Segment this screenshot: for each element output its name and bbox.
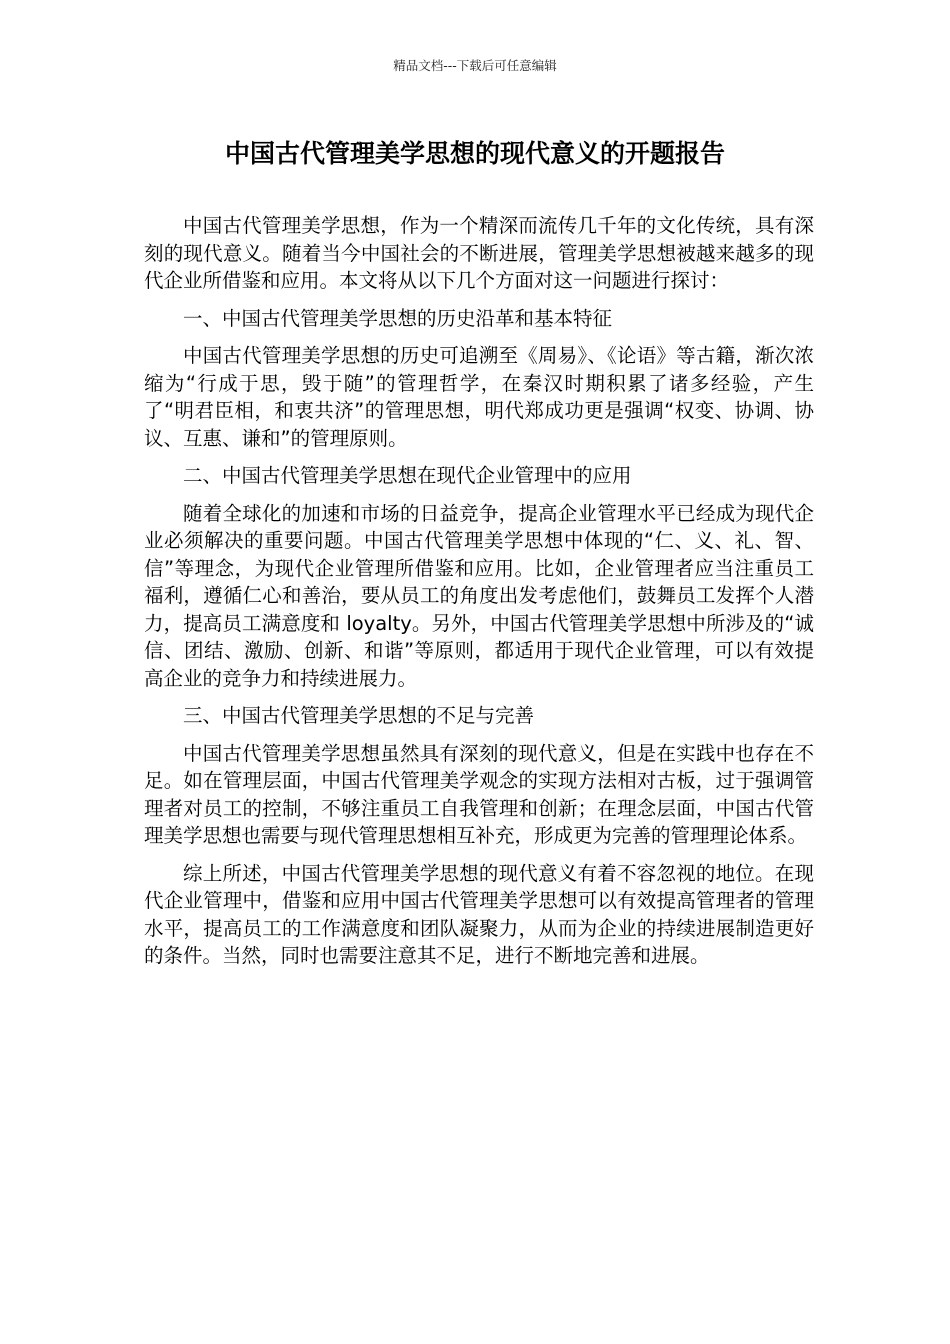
section-heading-2: 二、中国古代管理美学思想在现代企业管理中的应用	[183, 464, 632, 487]
document-body	[144, 212, 814, 970]
section-paragraph-2: 随着全球化的加速和市场的日益竞争，提高企业管理水平已经成为现代企业必须解决的重要问题。中国古代管理美学思想中体现的“仁、义、礼、智、信”等理念，为现代企业管理所借鉴和应用。比如，企业管理者应当注重员工福利，遵循仁心和善治，要从员工的角度出发考虑他们，鼓舞员工发挥个人潜力，提高员工满意度和 loyalty。另外，中国古代管理美学思想中所涉及的“诚信、团结、激励、创新、和谐”等原则，都适用于现代企业管理，可以有效提高企业的竞争力和持续进展力。	[144, 501, 814, 690]
section-heading-1: 一、中国古代管理美学思想的历史沿革和基本特征	[183, 306, 613, 330]
intro-paragraph: 中国古代管理美学思想，作为一个精深而流传几千年的文化传统，具有深刻的现代意义。随着当今中国社会的不断进展，管理美学思想被越来越多的现代企业所借鉴和应用。本文将从以下几个方面对这一问题进行探讨：	[144, 214, 814, 292]
conclusion-paragraph: 综上所述，中国古代管理美学思想的现代意义有着不容忽视的地位。在现代企业管理中，借鉴和应用中国古代管理美学思想可以有效提高管理者的管理水平，提高员工的工作满意度和团队凝聚力，从而为企业的持续进展制造更好的条件。当然，同时也需要注意其不足，进行不断地完善和进展。	[144, 861, 814, 967]
section-paragraph-1: 中国古代管理美学思想的历史可追溯至《周易》、《论语》等古籍，渐次浓缩为“行成于思，毁于随”的管理哲学，在秦汉时期积累了诸多经验，产生了“明君臣相，和衷共济”的管理思想，明代郑成功更是强调“权变、协调、协议、互惠、谦和”的管理原则。	[144, 344, 814, 450]
page-header: 精品文档---下载后可任意编辑	[393, 58, 557, 73]
section-paragraph-3: 中国古代管理美学思想虽然具有深刻的现代意义，但是在实践中也存在不足。如在管理层面，中国古代管理美学观念的实现方法相对古板，过于强调管理者对员工的控制，不够注重员工自我管理和创新；在理念层面，中国古代管理美学思想也需要与现代管理思想相互补充，形成更为完善的管理理论体系。	[144, 741, 814, 847]
section-heading-3: 三、中国古代管理美学思想的不足与完善	[183, 704, 535, 727]
document-title: 中国古代管理美学思想的现代意义的开题报告	[224, 139, 725, 168]
